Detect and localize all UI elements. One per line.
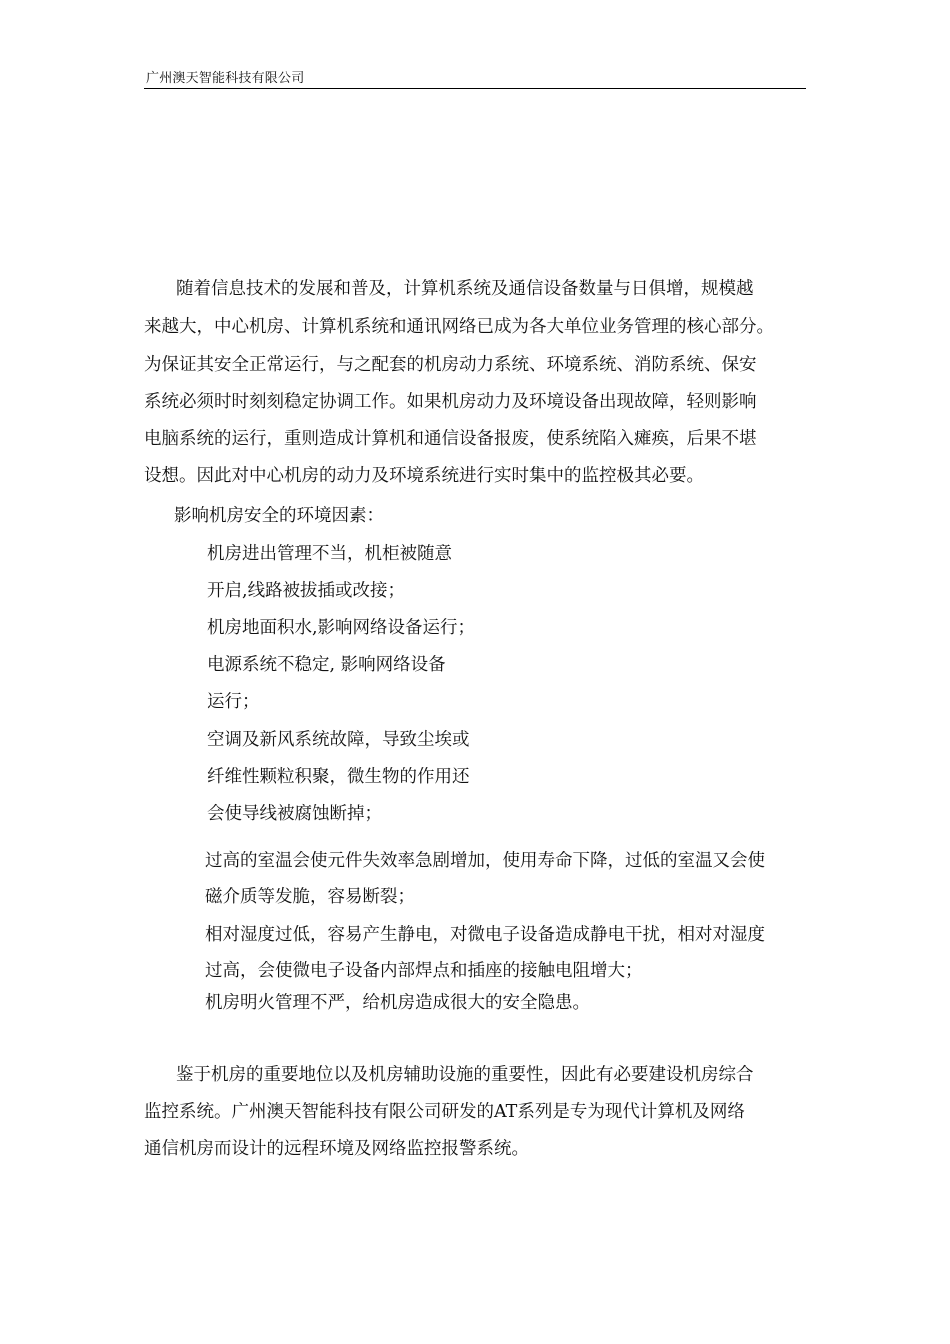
intro-line: 来越大，中心机房、计算机系统和通讯网络已成为各大单位业务管理的核心部分。 <box>144 317 774 337</box>
factor-item: 机房地面积水,影响网络设备运行； <box>207 618 476 638</box>
factor-item: 机房明火管理不严，给机房造成很大的安全隐患。 <box>205 993 590 1013</box>
intro-line: 电脑系统的运行，重则造成计算机和通信设备报废，使系统陷入瘫痪，后果不堪 <box>144 429 757 449</box>
factor-item: 空调及新风系统故障，导致尘埃或 <box>207 730 470 750</box>
intro-line: 随着信息技术的发展和普及，计算机系统及通信设备数量与日俱增，规模越 <box>176 279 754 299</box>
header-company-name: 广州澳天智能科技有限公司 <box>146 71 305 86</box>
factor-item: 机房进出管理不当，机柜被随意 <box>207 544 452 564</box>
factor-item: 磁介质等发脆，容易断裂； <box>205 887 415 907</box>
factor-item: 相对湿度过低，容易产生静电，对微电子设备造成静电干扰，相对对湿度 <box>205 925 765 945</box>
factor-item: 会使导线被腐蚀断掉； <box>207 804 382 824</box>
factor-item: 纤维性颗粒积聚，微生物的作用还 <box>207 767 470 787</box>
intro-line: 为保证其安全正常运行，与之配套的机房动力系统、环境系统、消防系统、保安 <box>144 355 757 375</box>
conclusion-line: 监控系统。广州澳天智能科技有限公司研发的AT系列是专为现代计算机及网络 <box>144 1102 745 1122</box>
conclusion-line: 通信机房而设计的远程环境及网络监控报警系统。 <box>144 1139 529 1159</box>
intro-line: 系统必须时时刻刻稳定协调工作。如果机房动力及环境设备出现故障，轻则影响 <box>144 392 757 412</box>
conclusion-line: 鉴于机房的重要地位以及机房辅助设施的重要性，因此有必要建设机房综合 <box>176 1065 754 1085</box>
factor-item: 过高，会使微电子设备内部焊点和插座的接触电阻增大； <box>205 961 643 981</box>
factors-heading: 影响机房安全的环境因素： <box>174 506 384 526</box>
factor-item: 运行； <box>207 692 260 712</box>
factor-item: 过高的室温会使元件失效率急剧增加，使用寿命下降，过低的室温又会使 <box>205 851 765 871</box>
factor-item: 开启,线路被拔插或改接； <box>207 581 406 601</box>
intro-line: 设想。因此对中心机房的动力及环境系统进行实时集中的监控极其必要。 <box>144 466 704 486</box>
page-header <box>144 70 806 89</box>
factor-item: 电源系统不稳定, 影响网络设备 <box>207 655 446 675</box>
